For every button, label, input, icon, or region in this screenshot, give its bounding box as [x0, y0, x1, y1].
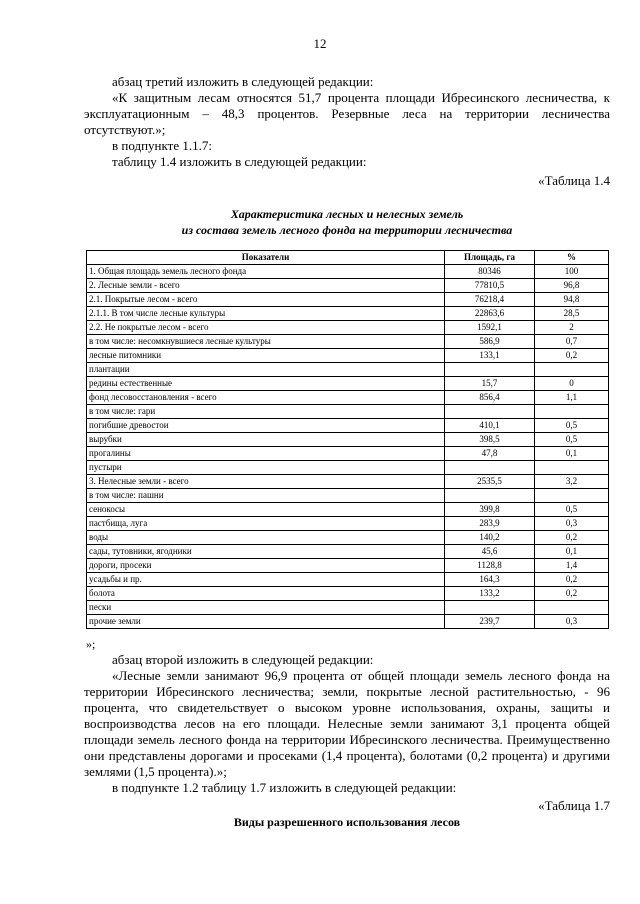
row-label: болота — [87, 587, 445, 601]
row-label: дороги, просеки — [87, 559, 445, 573]
row-label: вырубки — [87, 433, 445, 447]
row-label: прогалины — [87, 447, 445, 461]
row-percent: 96,8 — [535, 279, 609, 293]
row-percent — [535, 363, 609, 377]
row-area — [445, 461, 535, 475]
row-percent: 2 — [535, 321, 609, 335]
table-row — [87, 615, 609, 629]
row-label: фонд лесовосстановления - всего — [87, 391, 445, 405]
second-line-1: абзац второй изложить в следующей редакции: — [112, 652, 374, 667]
table-header-row — [87, 251, 609, 265]
header-indicators: Показатели — [87, 251, 445, 265]
row-area: 76218,4 — [445, 293, 535, 307]
table-row — [87, 587, 609, 601]
table-1-4-title-line-2: из состава земель лесного фонда на территории лесничества — [181, 223, 513, 237]
table-row — [87, 349, 609, 363]
table-row — [87, 433, 609, 447]
row-percent: 0,1 — [535, 545, 609, 559]
row-percent: 0 — [535, 377, 609, 391]
row-label: воды — [87, 531, 445, 545]
table-1-4-title-line-1: Характеристика лесных и нелесных земель — [230, 207, 464, 221]
table-1-7-title: Виды разрешенного использования лесов — [233, 815, 461, 829]
table-row — [87, 265, 609, 279]
row-area: 133,2 — [445, 587, 535, 601]
row-percent — [535, 489, 609, 503]
table-row — [87, 307, 609, 321]
row-area — [445, 363, 535, 377]
row-area: 164,3 — [445, 573, 535, 587]
row-area: 1128,8 — [445, 559, 535, 573]
row-area: 47,8 — [445, 447, 535, 461]
second-line-2: в подпункте 1.2 таблицу 1.7 изложить в следующей редакции: — [112, 780, 457, 795]
header-percent: % — [535, 251, 609, 265]
intro-line-2: в подпункте 1.1.7: — [112, 138, 212, 153]
table-row — [87, 559, 609, 573]
table-row — [87, 293, 609, 307]
row-area — [445, 601, 535, 615]
table-row — [87, 363, 609, 377]
row-percent: 0,5 — [535, 419, 609, 433]
row-area: 133,1 — [445, 349, 535, 363]
row-percent: 28,5 — [535, 307, 609, 321]
row-area: 283,9 — [445, 517, 535, 531]
row-area — [445, 489, 535, 503]
row-area: 399,8 — [445, 503, 535, 517]
row-label: пустыри — [87, 461, 445, 475]
intro-line-1: абзац третий изложить в следующей редакции: — [112, 74, 374, 89]
table-row — [87, 461, 609, 475]
row-label: редины естественные — [87, 377, 445, 391]
row-label: пастбища, луга — [87, 517, 445, 531]
row-area: 410,1 — [445, 419, 535, 433]
row-label: в том числе: пашни — [87, 489, 445, 503]
row-area: 398,5 — [445, 433, 535, 447]
row-area: 856,4 — [445, 391, 535, 405]
row-area: 45,6 — [445, 545, 535, 559]
row-percent: 0,2 — [535, 531, 609, 545]
table-body — [87, 265, 609, 629]
row-area: 2535,5 — [445, 475, 535, 489]
row-percent: 0,3 — [535, 517, 609, 531]
table-row — [87, 335, 609, 349]
table-row — [87, 419, 609, 433]
row-percent — [535, 405, 609, 419]
row-percent: 0,5 — [535, 503, 609, 517]
row-percent: 94,8 — [535, 293, 609, 307]
row-label: плантации — [87, 363, 445, 377]
row-percent: 0,7 — [535, 335, 609, 349]
table-1-4-reference: «Таблица 1.4 — [538, 173, 610, 188]
row-percent: 1,4 — [535, 559, 609, 573]
intro-line-3: таблицу 1.4 изложить в следующей редакции: — [112, 154, 367, 169]
row-label: 2.1.1. В том числе лесные культуры — [87, 307, 445, 321]
row-percent: 100 — [535, 265, 609, 279]
row-label: в том числе: несомкнувшиеся лесные культуры — [87, 335, 445, 349]
header-area: Площадь, га — [445, 251, 535, 265]
row-label: 2.1. Покрытые лесом - всего — [87, 293, 445, 307]
table-row — [87, 377, 609, 391]
table-closing-quote: »; — [86, 637, 96, 651]
table-row — [87, 517, 609, 531]
row-label: в том числе: гари — [87, 405, 445, 419]
row-area: 586,9 — [445, 335, 535, 349]
table-row — [87, 391, 609, 405]
table-row — [87, 405, 609, 419]
table-row — [87, 531, 609, 545]
row-percent: 0,2 — [535, 587, 609, 601]
row-label: лесные питомники — [87, 349, 445, 363]
row-area: 77810,5 — [445, 279, 535, 293]
row-label: пески — [87, 601, 445, 615]
row-label: 2. Лесные земли - всего — [87, 279, 445, 293]
row-percent: 3,2 — [535, 475, 609, 489]
row-label: усадьбы и пр. — [87, 573, 445, 587]
page-number: 12 — [313, 36, 327, 51]
table-row — [87, 447, 609, 461]
table-row — [87, 475, 609, 489]
row-label: 1. Общая площадь земель лесного фонда — [87, 265, 445, 279]
row-percent — [535, 601, 609, 615]
row-percent: 0,2 — [535, 573, 609, 587]
row-area: 15,7 — [445, 377, 535, 391]
row-area: 239,7 — [445, 615, 535, 629]
intro-paragraph: «К защитным лесам относятся 51,7 процента площади Ибресинского лесничества, к эксплуатационным – 48,3 процентов. Резервные леса на территории лесничества отсутствуют.»; — [84, 90, 610, 137]
row-percent: 1,1 — [535, 391, 609, 405]
row-label: 3. Нелесные земли - всего — [87, 475, 445, 489]
row-label: 2.2. Не покрытые лесом - всего — [87, 321, 445, 335]
table-row — [87, 573, 609, 587]
table-row — [87, 601, 609, 615]
second-paragraph: «Лесные земли занимают 96,9 процента от общей площади земель лесного фонда на территории Ибресинского лесничества; земли, покрытые лесной растительностью, - 96 процента, что свидетельствует о высоком уровне использования, охраны, защиты и воспроизводства лесов на его площади. Нелесные земли занимают 3,1 процента общей площади земель лесного фонда на территории Ибресинского лесничества. Преимущественно они представлены дорогами и просеками (1,4 процента), болотами (0,2 процента) и другими землями (1,5 процента).»; — [84, 668, 610, 779]
table-row — [87, 503, 609, 517]
row-area: 22863,6 — [445, 307, 535, 321]
row-area: 80346 — [445, 265, 535, 279]
row-label: сады, тутовники, ягодники — [87, 545, 445, 559]
table-1-7-reference: «Таблица 1.7 — [538, 798, 610, 813]
row-percent: 0,2 — [535, 349, 609, 363]
row-label: сенокосы — [87, 503, 445, 517]
row-area: 1592,1 — [445, 321, 535, 335]
row-percent — [535, 461, 609, 475]
row-percent: 0,5 — [535, 433, 609, 447]
row-label: прочие земли — [87, 615, 445, 629]
table-row — [87, 321, 609, 335]
forest-lands-table — [86, 250, 609, 629]
table-row — [87, 545, 609, 559]
row-percent: 0,3 — [535, 615, 609, 629]
row-percent: 0,1 — [535, 447, 609, 461]
row-label: погибшие древостои — [87, 419, 445, 433]
row-area — [445, 405, 535, 419]
table-row — [87, 489, 609, 503]
row-area: 140,2 — [445, 531, 535, 545]
table-row — [87, 279, 609, 293]
